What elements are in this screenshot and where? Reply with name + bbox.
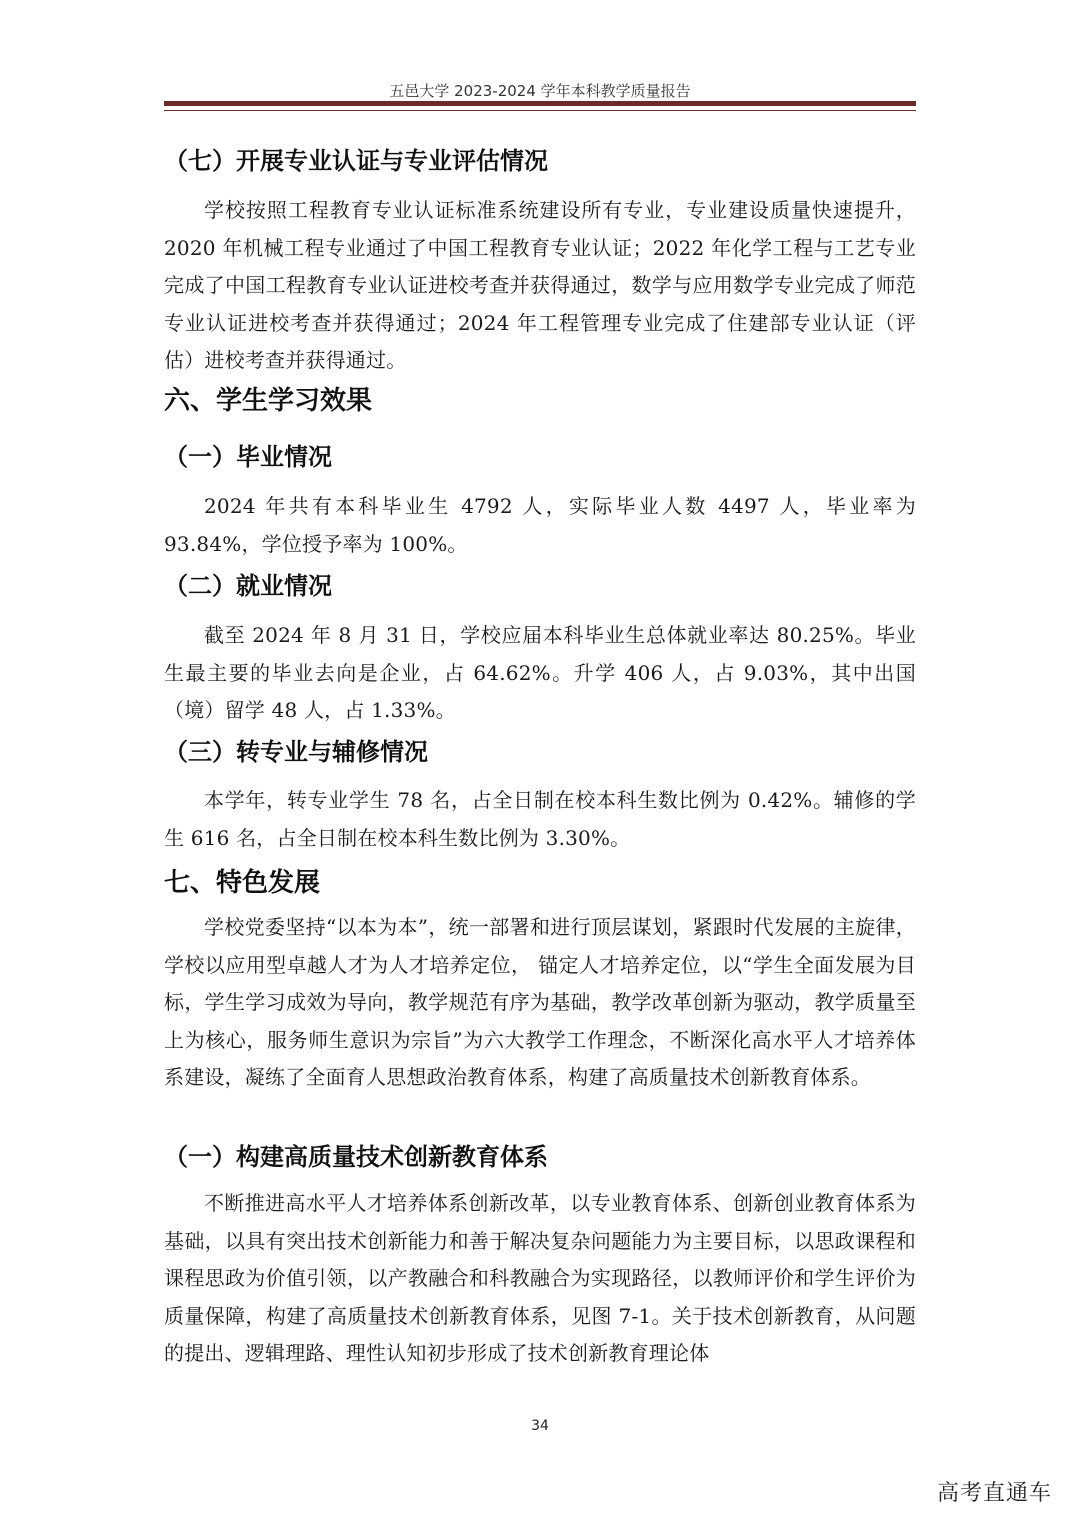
paragraph-accreditation: 学校按照工程教育专业认证标准系统建设所有专业，专业建设质量快速提升，2020 年机械工程专业通过了中国工程教育专业认证；2022 年化学工程与工艺专业完成了中国工程教育专业认证进校考查并获得通过，数学与应用数学专业完成了师范专业认证进校考查并获得通过；2024 年工程管理专业完成了住建部专业认证（评估）进校考查并获得通过。 [164,198,916,372]
paragraph-employment: 截至 2024 年 8 月 31 日，学校应届本科毕业生总体就业率达 80.25%。毕业生最主要的毕业去向是企业，占 64.62%。升学 406 人，占 9.03%，其中出国（境）留学 48 人，占 1.33%。 [164,623,916,722]
paragraph-graduation: 2024 年共有本科毕业生 4792 人，实际毕业人数 4497 人，毕业率为 93.84%，学位授予率为 100%。 [164,494,916,556]
heading-accreditation: （七）开展专业认证与专业评估情况 [164,147,548,175]
paragraph-distinctive-development: 学校党委坚持“以本为本”，统一部署和进行顶层谋划，紧跟时代发展的主旋律，学校以应用型卓越人才为人才培养定位， 锚定人才培养定位，以“学生全面发展为目标，学生学习成效为导向，教学规范有序为基础，教学改革创新为驱动，教学质量至上为核心，服务师生意识为宗旨”为六大教学工作理念，不断深化高水平人才培养体系建设，凝练了全面育人思想政治教育体系，构建了高质量技术创新教育体系。 [164,915,916,1089]
page-number: 34 [531,1418,549,1434]
heading-innovation-system: （一）构建高质量技术创新教育体系 [164,1143,548,1171]
heading-employment: （二）就业情况 [164,572,332,600]
header-rule-thin [164,110,916,111]
paragraph-transfer-minor: 本学年，转专业学生 78 名，占全日制在校本科生数比例为 0.42%。辅修的学生 616 名，占全日制在校本科生数比例为 3.30%。 [164,788,916,850]
heading-student-outcomes: 六、学生学习效果 [164,386,373,416]
watermark: 高考直通车 [936,1481,1052,1506]
heading-distinctive-development: 七、特色发展 [164,868,321,898]
header-rule-thick [164,101,916,106]
paragraph-innovation-system: 不断推进高水平人才培养体系创新改革，以专业教育体系、创新创业教育体系为基础，以具有突出技术创新能力和善于解决复杂问题能力为主要目标，以思政课程和课程思政为价值引领，以产教融合和科教融合为实现路径，以教师评价和学生评价为质量保障，构建了高质量技术创新教育体系，见图 7-1。关于技术创新教育，从问题的提出、逻辑理路、理性认知初步形成了技术创新教育理论体 [164,1191,916,1365]
running-header: 五邑大学 2023-2024 学年本科教学质量报告 [389,82,691,100]
heading-graduation: （一）毕业情况 [164,443,332,471]
heading-transfer-minor: （三）转专业与辅修情况 [164,738,428,766]
